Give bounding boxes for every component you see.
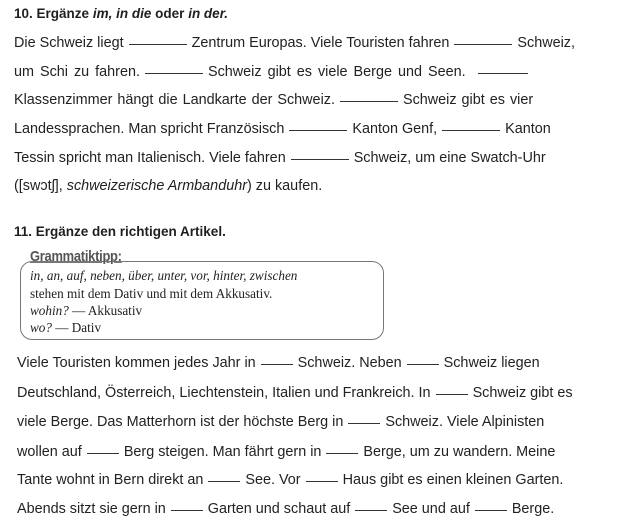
exercise-11-heading: 11. Ergänze den richtigen Artikel.: [14, 224, 226, 239]
ex11-line-4: [17, 444, 555, 460]
answer-blank[interactable]: [407, 363, 439, 365]
option-in-der: in der.: [188, 6, 228, 21]
ex11-text: Deutschland, Österreich, Liechtenstein, Italien und Frankreich. In: [17, 385, 431, 401]
ex10-text: Kanton Genf,: [352, 121, 438, 137]
tip-wohin: [30, 303, 142, 319]
ex10-line-6: [14, 178, 322, 194]
tip-rule: stehen mit dem Dativ und mit dem Akkusativ.: [30, 286, 273, 301]
answer-blank[interactable]: [145, 72, 203, 74]
ex11-text: viele Berge. Das Matterhorn ist der höchste Berg in: [17, 414, 344, 430]
option-im: im,: [92, 6, 113, 21]
tip-prepositions: in, an, auf, neben, über, unter, vor, hinter, zwischen: [30, 268, 298, 283]
answer-blank[interactable]: [326, 452, 358, 454]
tip-wohin-question: wohin?: [30, 303, 69, 318]
ex10-text: Schweiz gibt es viele Berge und Seen.: [207, 64, 466, 80]
ex11-text: Schweiz liegen: [443, 355, 540, 371]
exercise-10-instruction: Ergänze: [36, 6, 90, 21]
ex11-line-6: [17, 501, 554, 517]
ex11-line-5: [17, 472, 563, 488]
ex11-text: Schweiz gibt es: [472, 385, 573, 401]
tip-wo: [30, 320, 101, 336]
answer-blank[interactable]: [87, 452, 119, 454]
answer-blank[interactable]: [475, 509, 507, 511]
ex11-text: Berge.: [511, 501, 555, 517]
ex10-text: Kanton: [505, 121, 551, 137]
ex10-text: Klassenzimmer hängt die Landkarte der Schweiz.: [14, 92, 335, 108]
ex10-text: Tessin spricht man Italienisch. Viele fahren: [14, 150, 286, 166]
ex10-text: Zentrum Europas. Viele Touristen fahren: [191, 35, 450, 51]
ex11-line-2: [17, 385, 573, 401]
ex11-text: Garten und schaut auf: [207, 501, 351, 517]
answer-blank[interactable]: [348, 422, 380, 424]
ex11-text: Berg steigen. Man fährt gern in: [123, 444, 322, 460]
answer-blank[interactable]: [478, 72, 528, 74]
exercise-10-number: 10.: [14, 6, 33, 21]
ex11-text: See und auf: [392, 501, 470, 517]
tip-wohin-answer: — Akkusativ: [72, 303, 143, 318]
ex10-text: ([swɔtʃ],: [14, 178, 63, 194]
answer-blank[interactable]: [436, 393, 468, 395]
ex10-line-2: [14, 64, 533, 80]
ex11-text: Schweiz. Viele Alpinisten: [385, 414, 545, 430]
answer-blank[interactable]: [355, 509, 387, 511]
ex10-text: Schweiz gibt es vier: [402, 92, 534, 108]
ex11-text: Berge, um zu wandern. Meine: [363, 444, 556, 460]
answer-blank[interactable]: [340, 100, 398, 102]
answer-blank[interactable]: [261, 363, 293, 365]
ex11-text: Abends sitzt sie gern in: [17, 501, 166, 517]
grammar-tip-title: Grammatiktipp:: [30, 248, 122, 265]
ex11-text: wollen auf: [17, 444, 82, 460]
ex10-text: Die Schweiz liegt: [14, 35, 124, 51]
answer-blank[interactable]: [208, 480, 240, 482]
tip-wo-answer: — Dativ: [55, 320, 102, 335]
answer-blank[interactable]: [454, 43, 512, 45]
ex10-text: Schweiz, um eine Swatch-Uhr: [353, 150, 546, 166]
ex11-text: See. Vor: [245, 472, 301, 488]
answer-blank[interactable]: [442, 129, 500, 131]
answer-blank[interactable]: [291, 158, 349, 160]
answer-blank[interactable]: [306, 480, 338, 482]
ex11-text: Haus gibt es einen kleinen Garten.: [342, 472, 564, 488]
ex11-text: Tante wohnt in Bern direkt an: [17, 472, 204, 488]
ex10-text: um Schi zu fahren.: [14, 64, 140, 80]
exercise-10-oder: oder: [155, 6, 185, 21]
ex10-line-5: [14, 150, 546, 166]
ex11-text: Schweiz. Neben: [297, 355, 402, 371]
answer-blank[interactable]: [129, 43, 187, 45]
exercise-10-heading: [14, 6, 228, 21]
answer-blank[interactable]: [289, 129, 347, 131]
ex10-line-1: [14, 35, 575, 51]
ex10-text: Landessprachen. Man spricht Französisch: [14, 121, 285, 137]
ex10-text: ) zu kaufen.: [247, 178, 323, 194]
ex10-text: Schweiz,: [517, 35, 576, 51]
ex11-line-1: [17, 355, 540, 371]
tip-wo-question: wo?: [30, 320, 52, 335]
option-in-die: in die: [116, 6, 152, 21]
ex11-text: Viele Touristen kommen jedes Jahr in: [17, 355, 256, 371]
answer-blank[interactable]: [171, 509, 203, 511]
ex10-line-3: [14, 92, 533, 108]
ex11-line-3: [17, 414, 544, 430]
ex10-line-4: [14, 121, 551, 137]
ex10-italic-text: schweizerische Armbanduhr: [66, 178, 247, 194]
